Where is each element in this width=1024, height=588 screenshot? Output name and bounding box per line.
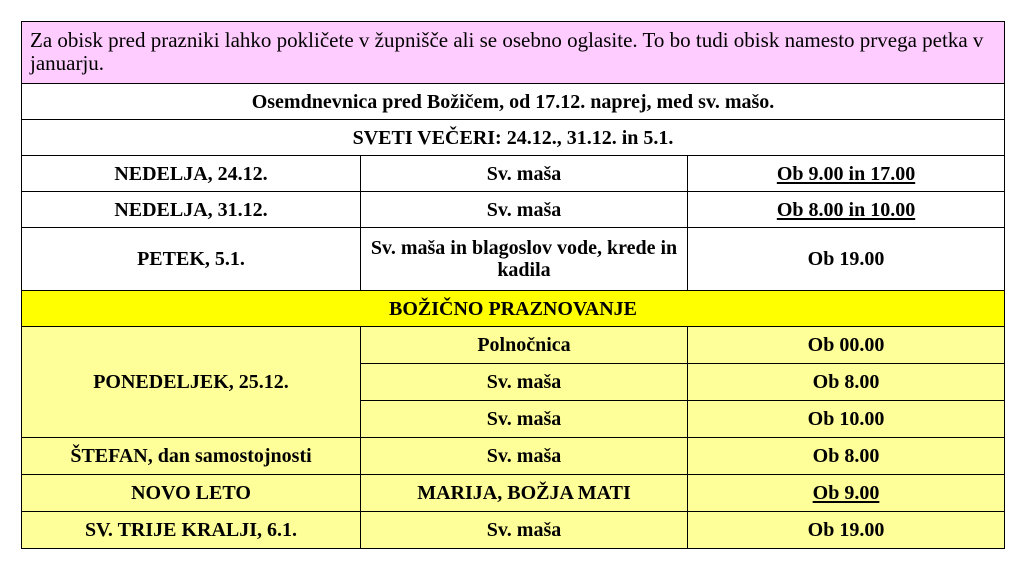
event-cell: MARIJA, BOŽJA MATI	[361, 475, 688, 512]
holy-evenings-row	[22, 120, 1005, 156]
event-cell: Sv. maša	[361, 156, 688, 192]
time-cell: Ob 10.00	[688, 401, 1005, 438]
time-text: Ob 9.00 in 17.00	[776, 162, 916, 185]
schedule-sheet	[21, 21, 1004, 549]
event-cell: Sv. maša	[361, 364, 688, 401]
time-cell	[688, 156, 1005, 192]
event-cell: Polnočnica	[361, 327, 688, 364]
time-cell: Ob 19.00	[688, 512, 1005, 549]
table-row	[22, 228, 1005, 291]
day-cell: PETEK, 5.1.	[22, 228, 361, 291]
christmas-heading: BOŽIČNO PRAZNOVANJE	[22, 291, 1005, 327]
intro-row	[22, 22, 1005, 84]
christmas-heading-row	[22, 291, 1005, 327]
day-cell: PONEDELJEK, 25.12.	[22, 327, 361, 438]
time-cell: Ob 8.00	[688, 364, 1005, 401]
intro-text: Za obisk pred prazniki lahko pokličete v župnišče ali se osebno oglasite. To bo tudi obisk namesto prvega petka v januarju.	[22, 22, 1005, 84]
table-row	[22, 327, 1005, 364]
time-cell	[688, 475, 1005, 512]
event-cell: Sv. maša in blagoslov vode, krede in kadila	[361, 228, 688, 291]
day-cell: NEDELJA, 24.12.	[22, 156, 361, 192]
table-row	[22, 512, 1005, 549]
schedule-table	[21, 21, 1005, 549]
table-row	[22, 156, 1005, 192]
time-text: Ob 9.00	[812, 482, 880, 504]
octave-row	[22, 84, 1005, 120]
day-cell: NEDELJA, 31.12.	[22, 192, 361, 228]
event-cell: Sv. maša	[361, 192, 688, 228]
table-row	[22, 475, 1005, 512]
event-cell: Sv. maša	[361, 401, 688, 438]
table-row	[22, 192, 1005, 228]
time-cell	[688, 192, 1005, 228]
event-cell: Sv. maša	[361, 512, 688, 549]
holy-evenings-text: SVETI VEČERI: 24.12., 31.12. in 5.1.	[22, 120, 1005, 156]
time-cell: Ob 00.00	[688, 327, 1005, 364]
day-cell: ŠTEFAN, dan samostojnosti	[22, 438, 361, 475]
time-cell: Ob 19.00	[688, 228, 1005, 291]
day-cell: SV. TRIJE KRALJI, 6.1.	[22, 512, 361, 549]
table-row	[22, 438, 1005, 475]
octave-text: Osemdnevnica pred Božičem, od 17.12. naprej, med sv. mašo.	[22, 84, 1005, 120]
event-cell: Sv. maša	[361, 438, 688, 475]
time-cell: Ob 8.00	[688, 438, 1005, 475]
time-text: Ob 8.00 in 10.00	[776, 198, 916, 221]
day-cell: NOVO LETO	[22, 475, 361, 512]
